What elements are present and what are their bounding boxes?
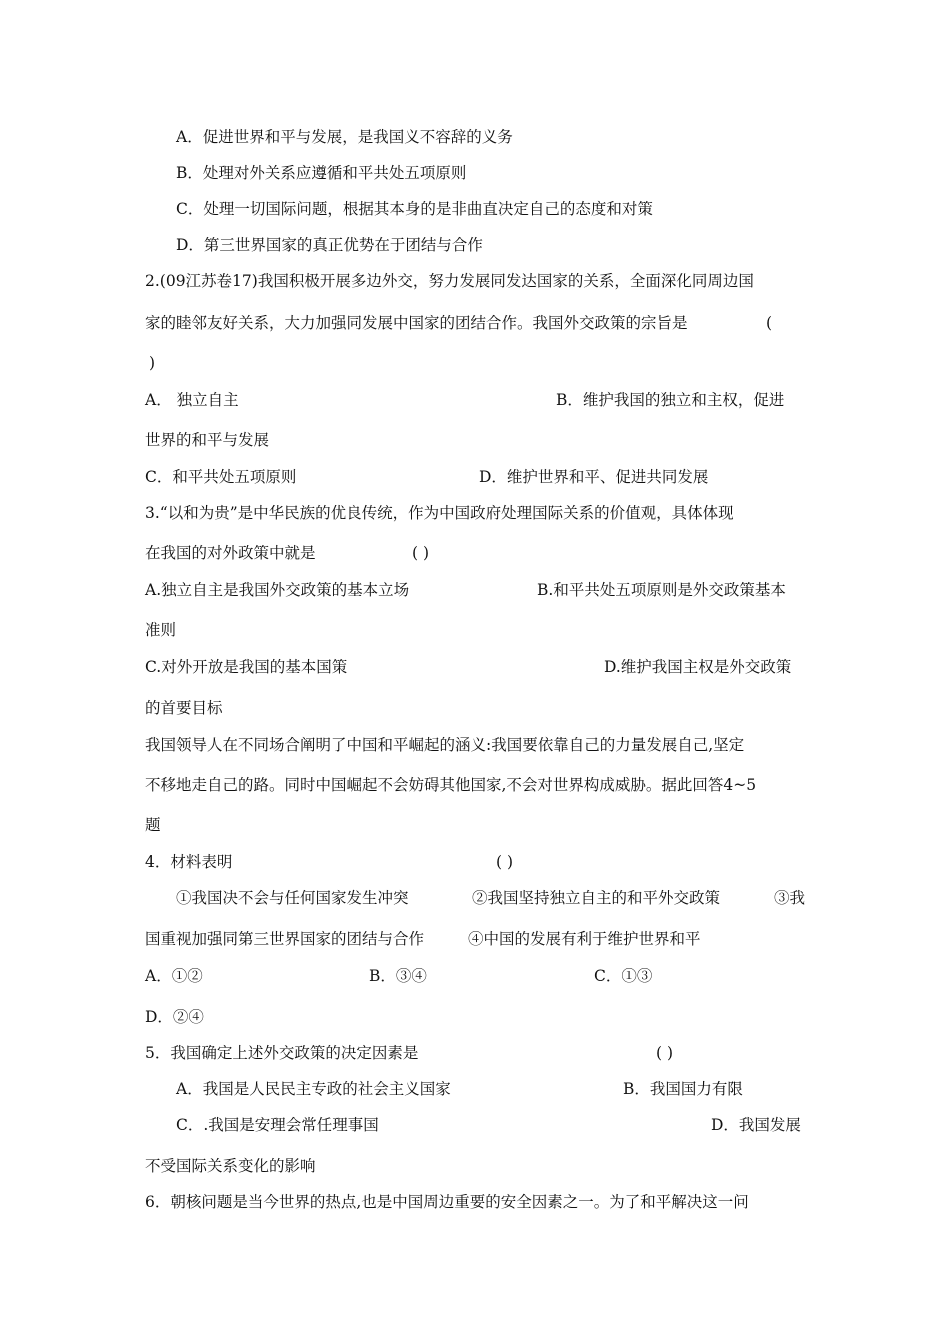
q2-stem-line2: 家的睦邻友好关系，大力加强同发展中国家的团结合作。我国外交政策的宗旨是 [145, 314, 688, 332]
q4-item-1: ①我国决不会与任何国家发生冲突 [176, 889, 409, 907]
q5-stem: 5．我国确定上述外交政策的决定因素是 [145, 1044, 419, 1062]
q4-stem: 4．材料表明 [145, 853, 233, 871]
q4-option-a: A．①② [145, 967, 203, 985]
q2-paren-close: ) [149, 354, 156, 372]
q5-option-c: C．.我国是安理会常任理事国 [176, 1116, 379, 1134]
q5-option-b: B．我国国力有限 [623, 1080, 743, 1098]
material-line3: 题 [145, 816, 161, 834]
q6-stem-line1: 6．朝核问题是当今世界的热点,也是中国周边重要的安全因素之一。为了和平解决这一问 [145, 1193, 749, 1211]
q3-stem-line1: 3.“以和为贵”是中华民族的优良传统，作为中国政府处理国际关系的价值观，具体体现 [145, 504, 734, 522]
q1-option-a: A．促进世界和平与发展，是我国义不容辞的义务 [176, 128, 513, 146]
q5-paren: ( ) [656, 1044, 674, 1062]
q5-option-a: A．我国是人民民主专政的社会主义国家 [176, 1080, 451, 1098]
q4-item-2: ②我国坚持独立自主的和平外交政策 [472, 889, 721, 907]
q2-paren-open: ( [766, 314, 773, 332]
q5-option-d: D．我国发展 [711, 1116, 801, 1134]
q2-stem-line1: 2.(09江苏卷17)我国积极开展多边外交，努力发展同发达国家的关系，全面深化同周边国 [145, 272, 754, 290]
q4-item-3-start: ③我 [774, 889, 806, 907]
q2-option-c: C．和平共处五项原则 [145, 468, 297, 486]
q1-option-b: B．处理对外关系应遵循和平共处五项原则 [176, 164, 467, 182]
q3-option-c: C.对外开放是我国的基本国策 [145, 658, 348, 676]
q3-stem-line2: 在我国的对外政策中就是 [145, 544, 316, 562]
q2-option-a: A． 独立自主 [145, 391, 239, 409]
q4-paren: ( ) [496, 853, 514, 871]
material-line1: 我国领导人在不同场合阐明了中国和平崛起的涵义:我国要依靠自己的力量发展自己,坚定 [145, 736, 745, 754]
q4-option-b: B．③④ [369, 967, 427, 985]
q3-option-d: D.维护我国主权是外交政策 [604, 658, 792, 676]
q4-option-d: D．②④ [145, 1008, 204, 1026]
q3-option-b: B.和平共处五项原则是外交政策基本 [537, 581, 786, 599]
q4-item-4: ④中国的发展有利于维护世界和平 [468, 930, 701, 948]
q3-option-d-cont: 的首要目标 [145, 699, 223, 717]
material-line2: 不移地走自己的路。同时中国崛起不会妨碍其他国家,不会对世界构成威胁。据此回答4~5 [145, 776, 757, 794]
q3-paren: ( ) [412, 544, 430, 562]
q2-option-b-cont: 世界的和平与发展 [145, 431, 270, 449]
q2-option-d: D．维护世界和平、促进共同发展 [479, 468, 709, 486]
q1-option-c: C．处理一切国际问题，根据其本身的是非曲直决定自己的态度和对策 [176, 200, 653, 218]
q4-item-3-cont: 国重视加强同第三世界国家的团结与合作 [145, 930, 425, 948]
q3-option-b-cont: 准则 [145, 621, 177, 639]
q4-option-c: C．①③ [594, 967, 653, 985]
q5-option-d-cont: 不受国际关系变化的影响 [145, 1157, 316, 1175]
q2-option-b: B．维护我国的独立和主权，促进 [556, 391, 785, 409]
q1-option-d: D．第三世界国家的真正优势在于团结与合作 [176, 236, 483, 254]
q3-option-a: A.独立自主是我国外交政策的基本立场 [145, 581, 410, 599]
